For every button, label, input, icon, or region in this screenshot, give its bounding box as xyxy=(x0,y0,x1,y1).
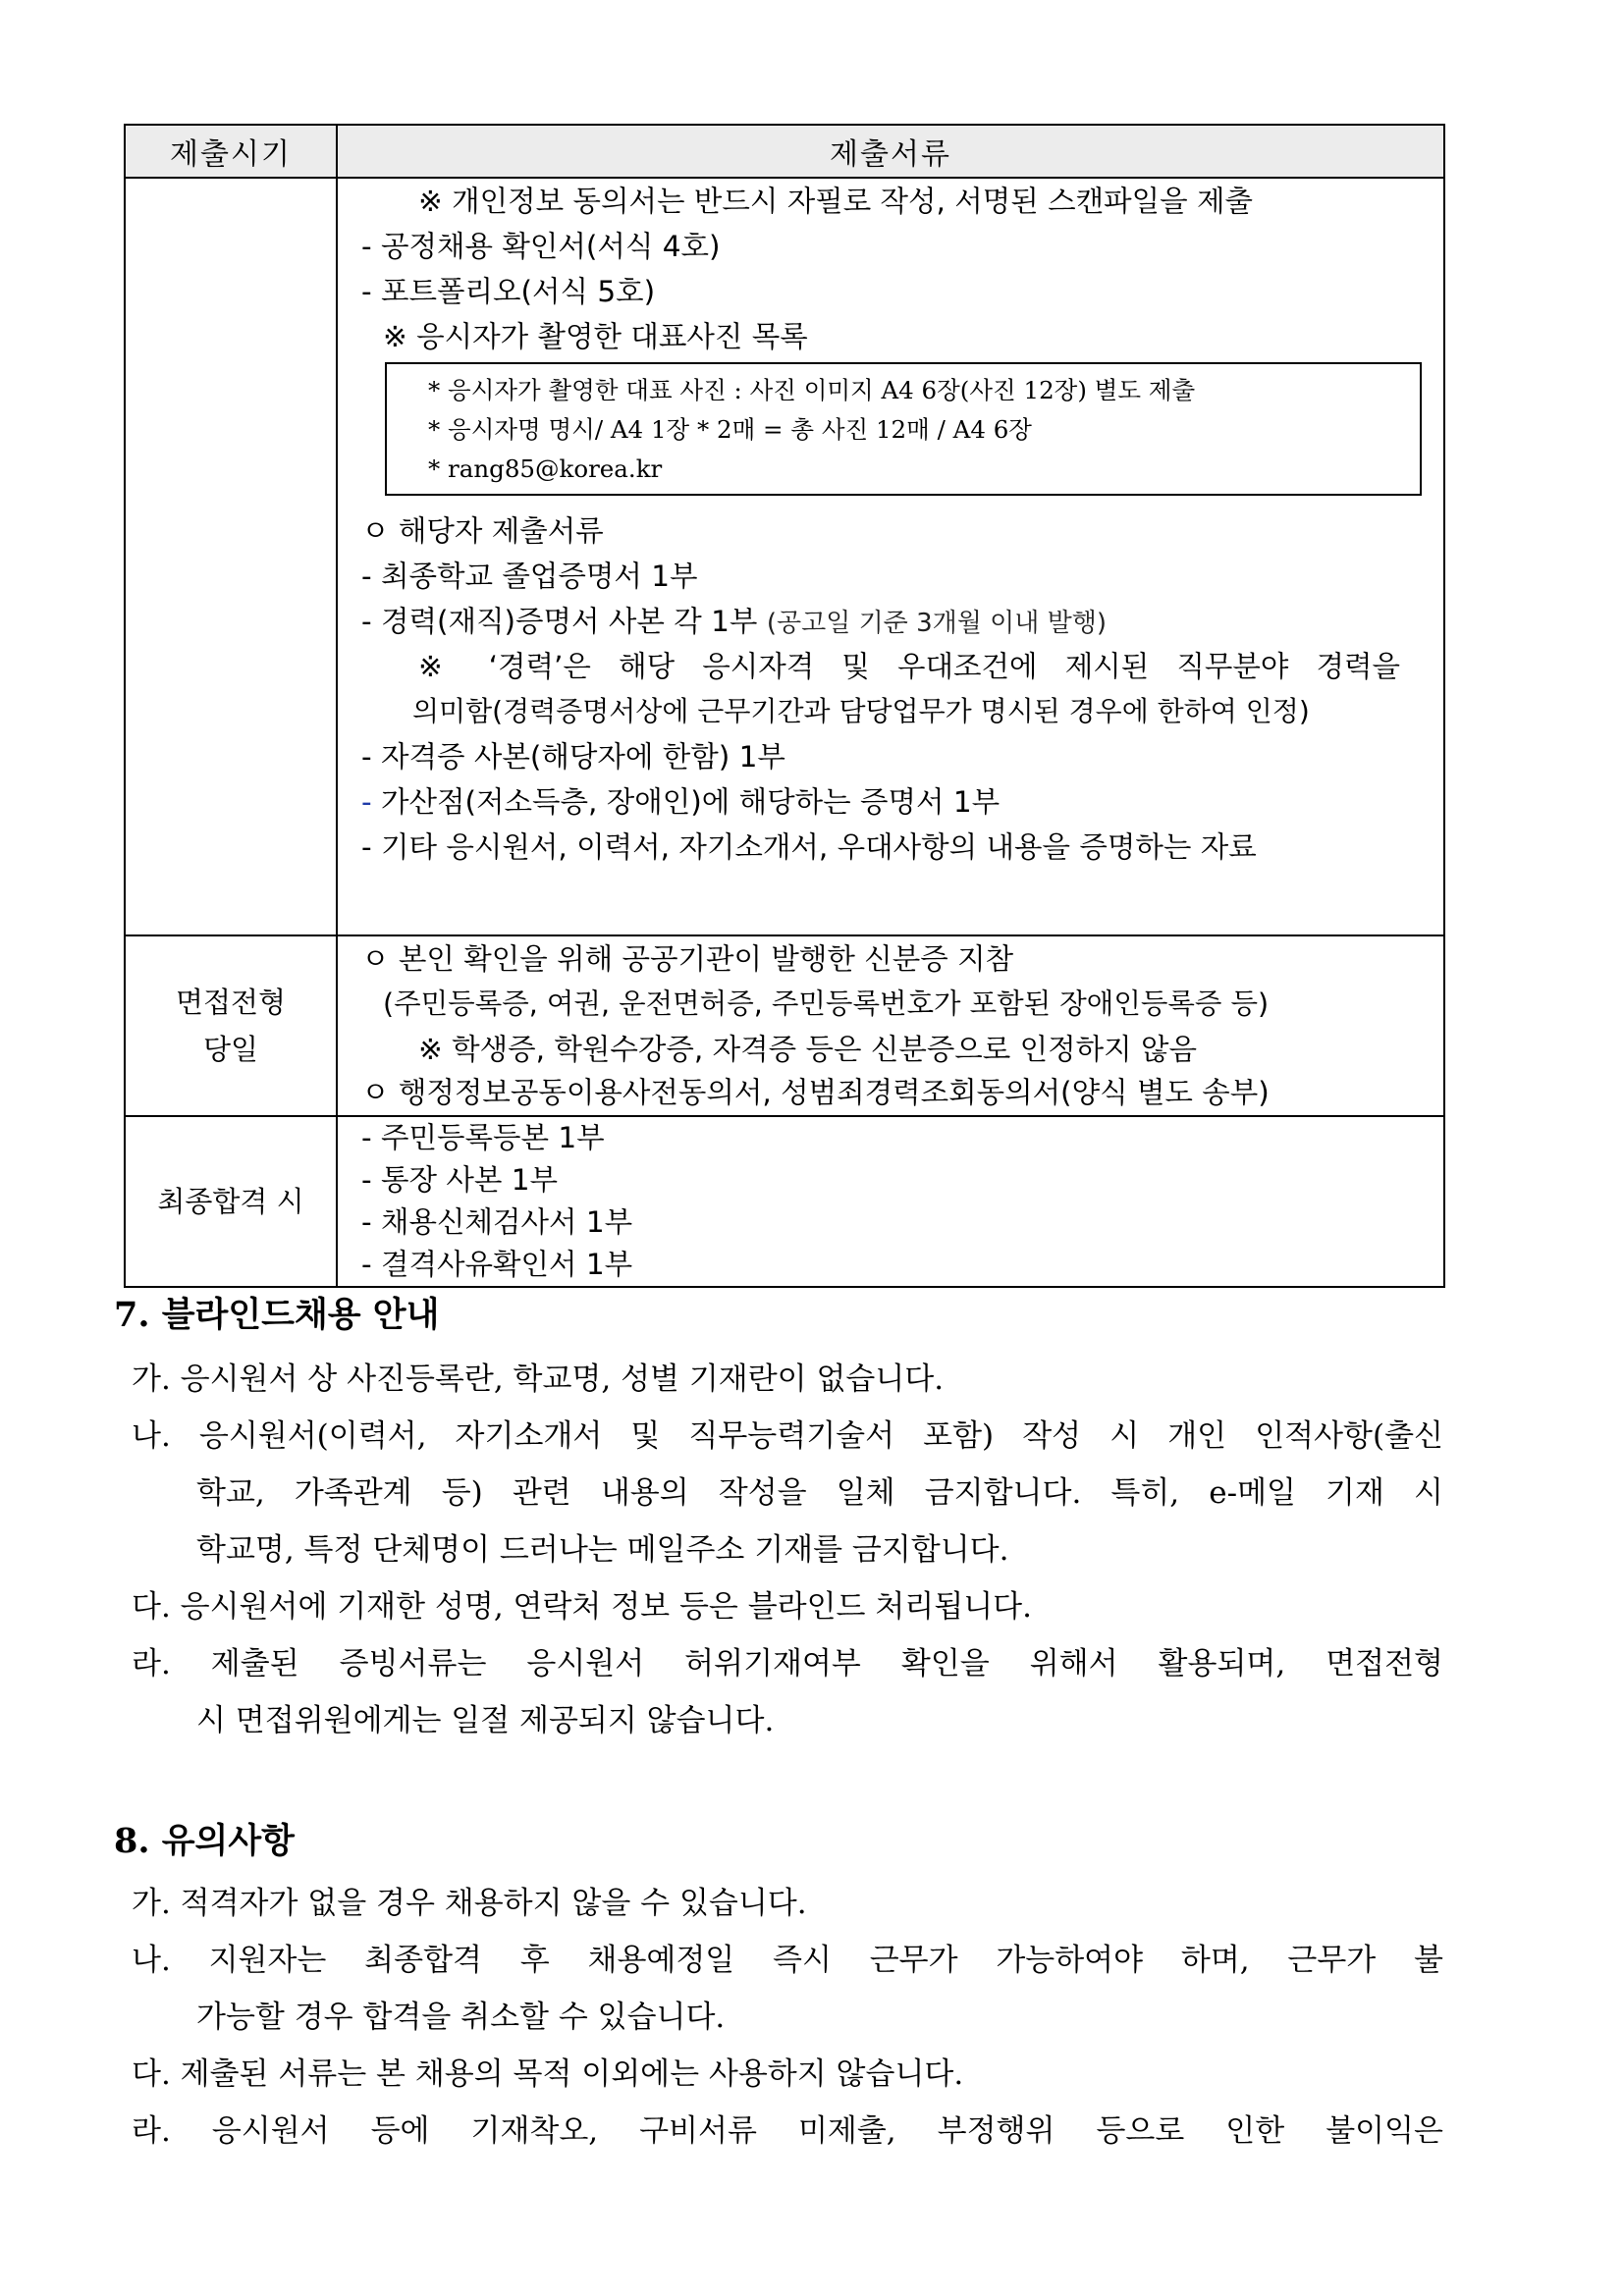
list-item-text: - 경력(재직)증명서 사본 각 1부 xyxy=(361,605,758,638)
table-row xyxy=(125,1116,1444,1287)
list-item: - 최종학교 졸업증명서 1부 xyxy=(361,560,698,593)
box-line: * 응시자명 명시/ A4 1장 * 2매 = 총 사진 12매 / A4 6장 xyxy=(428,415,1032,444)
section-8-item: 나. 지원자는 최종합격 후 채용예정일 즉시 근무가 가능하여야 하며, 근무가 불 xyxy=(132,1943,1443,1978)
section-7-item: 다. 응시원서에 기재한 성명, 연락처 정보 등은 블라인드 처리됩니다. xyxy=(132,1589,1032,1625)
list-item: - 주민등록등본 1부 xyxy=(361,1121,605,1154)
period-cell: 최종합격 시 xyxy=(125,1116,337,1287)
list-heading: ㅇ 본인 확인을 위해 공공기관이 발행한 신분증 지참 xyxy=(361,942,1014,976)
section-8-title: 8. 유의사항 xyxy=(114,1821,295,1861)
photo-list-box xyxy=(385,362,1422,496)
table-row xyxy=(125,935,1444,1116)
list-item: - 자격증 사본(해당자에 한함) 1부 xyxy=(361,740,785,774)
period-line: 당일 xyxy=(202,1033,259,1066)
box-line: * rang85@korea.kr xyxy=(428,454,663,483)
list-item: (주민등록증, 여권, 운전면허증, 주민등록번호가 포함된 장애인등록증 등) xyxy=(383,988,1270,1020)
list-item: - 채용신체검사서 1부 xyxy=(361,1205,633,1239)
documents-cell xyxy=(337,1116,1444,1287)
list-item xyxy=(361,779,1000,825)
list-item: - 결격사유확인서 1부 xyxy=(361,1248,633,1281)
list-heading: ㅇ 해당자 제출서류 xyxy=(361,514,604,548)
list-item: - 포트폴리오(서식 5호) xyxy=(361,275,656,308)
list-item-note: (공고일 기준 3개월 이내 발행) xyxy=(766,609,1107,638)
list-dash: - xyxy=(361,785,372,819)
period-line: 면접전형 xyxy=(175,986,287,1019)
section-7-item-cont: 학교, 가족관계 등) 관련 내용의 작성을 일체 금지합니다. 특히, e-메일 기재 시 xyxy=(196,1475,1443,1511)
section-8-item: 가. 적격자가 없을 경우 채용하지 않을 수 있습니다. xyxy=(132,1886,807,1921)
submission-table xyxy=(124,124,1445,1288)
section-7-item-cont: 학교명, 특정 단체명이 드러나는 메일주소 기재를 금지합니다. xyxy=(196,1532,1009,1568)
box-line: * 응시자가 촬영한 대표 사진 : 사진 이미지 A4 6장(사진 12장) 별도 제출 xyxy=(428,376,1196,404)
section-7-item: 나. 응시원서(이력서, 자기소개서 및 직무능력기술서 포함) 작성 시 개인 인적사항(출신 xyxy=(132,1418,1443,1454)
section-7-item: 가. 응시원서 상 사진등록란, 학교명, 성별 기재란이 없습니다. xyxy=(132,1362,945,1397)
list-item: - 기타 응시원서, 이력서, 자기소개서, 우대사항의 내용을 증명하는 자료 xyxy=(361,830,1257,864)
section-7-title: 7. 블라인드채용 안내 xyxy=(114,1295,440,1335)
section-8-item: 다. 제출된 서류는 본 채용의 목적 이외에는 사용하지 않습니다. xyxy=(132,2056,964,2092)
list-item: - 공정채용 확인서(서식 4호) xyxy=(361,230,721,263)
header-period: 제출시기 xyxy=(125,125,337,178)
list-heading: ㅇ 행정정보공동이용사전동의서, 성범죄경력조회동의서(양식 별도 송부) xyxy=(361,1076,1270,1109)
section-7-item-cont: 시 면접위원에게는 일절 제공되지 않습니다. xyxy=(196,1703,775,1738)
table-row xyxy=(125,178,1444,935)
table-header-row xyxy=(125,125,1444,178)
header-documents: 제출서류 xyxy=(337,125,1444,178)
period-cell xyxy=(125,935,337,1116)
list-item xyxy=(361,599,1107,644)
period-cell xyxy=(125,178,337,935)
list-item-text: 가산점(저소득층, 장애인)에 해당하는 증명서 1부 xyxy=(381,785,1001,819)
notice-line: ※ 응시자가 촬영한 대표사진 목록 xyxy=(383,320,808,353)
notice-line: ※ 개인정보 동의서는 반드시 자필로 작성, 서명된 스캔파일을 제출 xyxy=(418,185,1254,218)
notice-line: ※ 학생증, 학원수강증, 자격증 등은 신분증으로 인정하지 않음 xyxy=(418,1033,1198,1066)
notice-line: ※ ‘경력’은 해당 응시자격 및 우대조건에 제시된 직무분야 경력을 xyxy=(418,650,1400,683)
section-8-item: 라. 응시원서 등에 기재착오, 구비서류 미제출, 부정행위 등으로 인한 불이익은 xyxy=(132,2113,1443,2149)
documents-cell xyxy=(337,935,1444,1116)
section-7-item: 라. 제출된 증빙서류는 응시원서 허위기재여부 확인을 위해서 활용되며, 면접전형 xyxy=(132,1646,1443,1682)
list-item: - 통장 사본 1부 xyxy=(361,1163,559,1197)
notice-line: 의미함(경력증명서상에 근무기간과 담당업무가 명시된 경우에 한하여 인정) xyxy=(412,695,1310,727)
section-8-item-cont: 가능할 경우 합격을 취소할 수 있습니다. xyxy=(196,2000,726,2035)
documents-cell xyxy=(337,178,1444,935)
